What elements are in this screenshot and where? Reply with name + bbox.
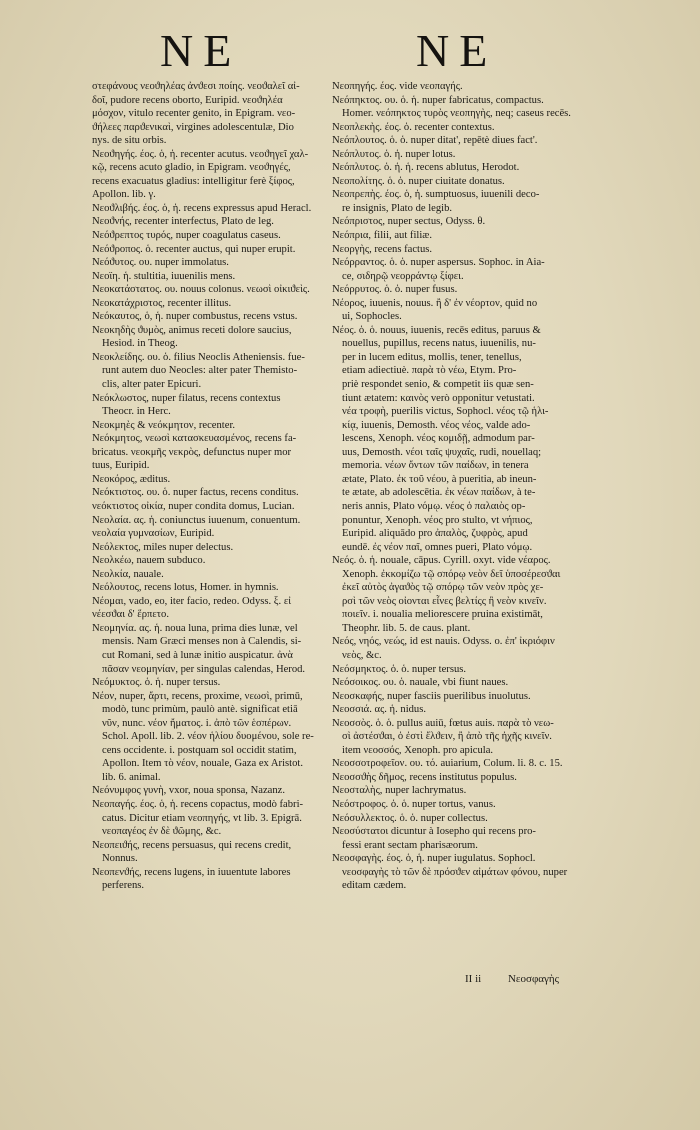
text-line: νέεσϑαι δ' ἕρπετο. (92, 609, 169, 621)
text-line: Theocr. in Herc. (102, 406, 171, 418)
text-line: ponuntur, Xenoph. νέος pro stulto, vt νήπιος, (342, 514, 533, 526)
text-line: recens exacuatus gladius: intelligitur ferè ξίφος, (92, 175, 295, 187)
text-line: clis, alter pater Epicuri. (102, 379, 202, 391)
text-line: cut Romani, sed à lunæ initio auspicatur. ἀνὰ (102, 649, 293, 661)
text-line: Νεοπειϑής, recens persuasus, qui recens credit, (92, 839, 292, 851)
text-line: νεοπαγέος ἐν δὲ ϑῶμης, &c. (102, 826, 222, 838)
text-line: te ætate, ab adolescētia. ἐκ νέων παίδων, à te- (342, 487, 536, 499)
text-line: Νεοσσϑὴς δῆμος, recens institutus populus. (332, 771, 517, 783)
text-line: Νεοϊη. ἡ. stultitia, iuuenilis mens. (92, 270, 236, 282)
text-line: Νεοσσοτροφεῖον. ου. τό. auiarium, Colum. li. 8. c. 15. (332, 758, 563, 770)
text-line: κῷ, recens acuto gladio, in Epigram. νεοϑηγές, (92, 162, 291, 174)
text-line: neris annis, Plato νόμῳ. νέος ὁ παλαιὸς op- (342, 500, 526, 512)
text-line: Νεοσσιά. ας. ἡ. nidus. (332, 704, 426, 716)
text-line: Hesiod. in Theog. (102, 338, 178, 350)
text-line: νεοσφαγὴς τὸ τῶν δὲ πρόσϑεν αἰμάτων φόνου, nuper (342, 866, 568, 878)
text-line: etiam adiectiuè. παρὰ τὸ νέω, Etym. Pro- (342, 365, 517, 377)
text-line: νεὸς, &c. (342, 649, 382, 661)
text-line: Νεόμυκτος. ὁ. ἡ. nuper tersus. (92, 677, 221, 689)
text-line: Xenoph. ἐκκομίζω τῷ σπόρῳ νεὸν δεῖ ὑποσέρεσϑαι (342, 568, 561, 580)
text-line: κίᾳ, iuuenis, Demosth. νέος νέος, valde ado- (342, 419, 531, 431)
text-line: Νεοσκαφής, nuper fasciis puerilibus inuolutus. (332, 690, 531, 702)
text-line: Νεοπολίτης. ὁ. ὁ. nuper ciuitate donatus. (332, 175, 505, 187)
text-line: Νεόρραντος. ὁ. ὁ. nuper aspersus. Sophoc. in Aia- (332, 257, 545, 269)
text-line: item νεοσσός, Xenoph. pro apicula. (342, 744, 494, 756)
text-line: nouellus, pupillus, recens natus, iuuenilis, nu- (342, 338, 536, 350)
text-line: Νεολκέω, nauem subduco. (92, 555, 206, 567)
text-line: Νεοπηγής. έος. vide νεοπαγής. (332, 81, 463, 92)
running-head (0, 25, 700, 76)
text-line: Νεόϑροπος. ὁ. recenter auctus, qui nuper erupit. (92, 243, 296, 255)
text-line: ποιεῖν. i. noualia meliorescere pruina existimāt, (342, 609, 543, 621)
text-line: Νεοπρεπὴς. έος. ὁ, ἡ. sumptuosus, iuuenili deco- (332, 189, 540, 201)
text-line: per in lucem editus, mollis, tener, tenellus, (342, 351, 522, 363)
running-head-right: NE (416, 25, 498, 76)
text-line: editam cædem. (342, 880, 407, 892)
text-line: runt autem duo Neocles: alter pater Themisto- (102, 365, 298, 377)
text-line: Νεοπαγής. έος. ὁ, ἡ. recens copactus, modò fabri- (92, 798, 304, 810)
text-line: νεολαία γυμνασίων, Euripid. (92, 528, 215, 540)
text-line: Νεοκλείδης. ου. ὁ. filius Neoclis Atheniensis. fue- (92, 351, 305, 363)
text-line: Νεοσταλὴς, nuper lachrymatus. (332, 785, 467, 797)
text-line: Νεοργὴς, recens factus. (332, 243, 433, 255)
text-line: ἐκεῖ αὐτὸς ἀγαϑὸς τῷ σπόρῳ τῶν νεὸν πρὸς χε- (342, 582, 544, 594)
text-line: lescens, Xenoph. νέος κομιδῇ, admodum par- (342, 433, 535, 445)
text-line: Νεόϑρεπτος τυρός, nuper coagulatus caseus. (92, 230, 281, 242)
text-line: cens occidente. i. postquam sol occidit statim, (102, 744, 297, 756)
text-line: σὶ ἀστέσϑαι, ὁ ἐστὶ ἔλϑειν, ἢ ἀπὸ τῆς ἠχῆς κινεῖν. (342, 731, 552, 743)
text-line: Apollon. lib. γ. (92, 189, 156, 201)
text-line: Νεόπριστος, nuper sectus, Odyss. θ. (332, 216, 486, 228)
text-line: Apollon. Item τὸ νέον, nouale, Gaza ex Aristot. (102, 758, 303, 770)
text-line: lib. 6. animal. (102, 771, 161, 783)
text-line: nys. de situ orbis. (92, 135, 167, 147)
text-line: νεόκτιστος οἰκία, nuper condita domus, Lucian. (92, 500, 295, 512)
text-line: mensis. Nam Græci menses non à Calendis, si- (102, 636, 302, 648)
text-line: Νεόλουτος, recens lotus, Homer. in hymnis. (92, 582, 279, 594)
text-line: Νεόκτιστος. ου. ὁ. nuper factus, recens conditus. (92, 487, 299, 499)
text-line: Theophr. lib. 5. de caus. plant. (342, 622, 471, 634)
text-line: νῦν, nunc. νέον ἤματος. i. ἀπὸ τῶν ἑσπέρων. (102, 717, 292, 729)
text-line: Νεόστροφος. ὁ. ὁ. nuper tortus, vanus. (332, 798, 496, 810)
text-line: νέα τροφὴ, puerilis victus, Sophocl. νέος τῷ ἡλι- (342, 406, 549, 418)
text-line: bricatus. νεοκμῆς νεκρὸς, defunctus nuper mor (92, 446, 292, 458)
text-line: Νεόπηκτος. ου. ὁ. ἡ. nuper fabricatus, compactus. (332, 94, 544, 106)
text-line: Νεόκμητος, νεωσὶ κατασκευασμένος, recens fa- (92, 433, 297, 445)
text-line: Schol. Apoll. lib. 2. νέον ἡλίου δυομένου, sole re- (102, 731, 314, 743)
text-line: priè respondet senio, & competit iis quæ sen- (342, 379, 534, 391)
text-line: Nonnus. (102, 853, 138, 865)
text-line: Νεοκηδὴς ϑυμὸς, animus receti dolore saucius, (92, 324, 292, 336)
text-line: Νεοπλεκὴς. έος. ὁ. recenter contextus. (332, 121, 495, 133)
text-line: tiunt ætatem: καινὸς verò opponitur vetustati. (342, 392, 535, 404)
text-line: Νέορος, iuuenis, nouus. ἢ δ' ἐν νέορτον, quid no (332, 297, 538, 309)
text-line: Νέον, nuper, ἄρτι, recens, proxime, νεωσὶ, primū, (92, 690, 303, 702)
text-line: eundē. ἐς νέον παῖ, omnes pueri, Plato νόμῳ. (342, 541, 533, 553)
text-line: Νεοσφαγὴς. έος. ὁ, ἡ. nuper iugulatus. Sophocl. (332, 853, 536, 865)
text-line: Νεόρρυτος. ὁ. ὁ. nuper fusus. (332, 284, 458, 296)
text-line: perferens. (102, 880, 145, 892)
text-line: μόσχον, vitulo recenter genito, in Epigram. νεο- (92, 108, 296, 120)
text-line: Νεόλεκτος, miles nuper delectus. (92, 541, 234, 553)
text-line: Νεολαία. ας. ἡ. coniunctus iuuenum, conuentum. (92, 514, 301, 526)
text-line: uus, Demosth. νέοι ταῖς ψυχαῖς, rudi, nouellaq; (342, 446, 542, 458)
left-column (92, 80, 324, 893)
catchword: Νεοσφαγὴς (507, 973, 560, 985)
text-line: Νέος. ὁ. ὁ. nouus, iuuenis, recēs editus, paruus & (332, 324, 541, 336)
text-line: Νεοϑνής, recenter interfectus, Plato de leg. (92, 216, 274, 228)
text-line: memoria. νέων ὄντων τῶν παίδων, in tenera (342, 460, 529, 472)
text-line: πᾶσαν νεομηνίαν, per singulas calendas, Herod. (102, 663, 306, 675)
text-line: Νεοκόρος, æditus. (92, 473, 171, 485)
text-line: δοῖ, pudore recens oborto, Euripid. νεοϑηλέα (92, 94, 283, 106)
text-line: στεφάνους νεοϑηλέας ἀνϑεσι ποίης. νεοϑαλεῖ αἰ- (92, 81, 300, 92)
right-column (332, 80, 594, 893)
text-line: Νεός. ὁ. ἡ. nouale, cāpus. Cyrill. oxyt. vide νέαρος. (332, 555, 551, 567)
text-line: Νεόπρια, filii, aut filiæ. (332, 230, 432, 242)
text-line: Νεόκαυτος, ὁ, ἡ. nuper combustus, recens vstus. (92, 311, 298, 323)
text-line: Νεοκμηὲς & νεόκμητον, recenter. (92, 419, 236, 431)
text-line: Νεοπενϑής, recens lugens, in iuuentute labores (92, 866, 291, 878)
text-line: Homer. νεόπηκτος τυρὸς νεοπηγὴς, neq; caseus recēs. (342, 108, 571, 120)
text-line: Νεοκατάστατος. ου. nouus colonus. νεωσὶ οἰκιϑεὶς. (92, 284, 310, 296)
text-line: modò, tunc primùm, paulò antè. significat etiā (102, 704, 298, 716)
text-line: fessi erant sectam pharisæorum. (342, 839, 478, 851)
text-line: Νεοσύστατοι dicuntur à Iosepho qui recens pro- (332, 826, 536, 838)
text-line: Νεόπλουτος. ὁ. ὁ. nuper ditat', repētè diues fact'. (332, 135, 538, 147)
page-footer (465, 972, 625, 986)
text-line: tuus, Euripid. (92, 460, 150, 472)
text-line: ϑήλεες παρϑενικαὶ, virgines adolescentulæ, Dio (92, 121, 294, 133)
text-line: ρσὶ τῶν νεὸς οἰονται εἶνες βελτίςς ἢ νεὸν κινεῖν. (342, 595, 547, 607)
text-line: re insignis, Plato de legib. (342, 202, 453, 214)
text-line: Νεόσυλλεκτος. ὁ. ὁ. nuper collectus. (332, 812, 488, 824)
text-line: Νεόπλυτος. ὁ. ἡ. ἡ. recens ablutus, Herodot. (332, 162, 520, 174)
text-line: catus. Dicitur etiam νεοπηγής, vt lib. 3. Epigrā. (102, 812, 302, 824)
text-line: Νέομαι, vado, eo, iter facio, redeo. Odyss. ξ. εἰ (92, 595, 292, 607)
text-line: ce, σιδηρῷ νεορράντῳ ξίφει. (342, 270, 464, 282)
text-line: Νεοϑλιβής. έος. ὁ, ἡ. recens expressus apud Heracl. (92, 202, 312, 214)
text-line: Νεόϑυτος. ου. nuper immolatus. (92, 257, 229, 269)
text-line: Νεοκατάχριστος, recenter illitus. (92, 297, 232, 309)
text-line: ætate, Plato. ἐκ τοῦ νέου, à pueritia, ab ineun- (342, 473, 537, 485)
text-line: Νεόσμηκτος. ὁ. ὁ. nuper tersus. (332, 663, 467, 675)
text-line: Νεομηνία. ας. ἡ. noua luna, prima dies lunæ, vel (92, 622, 298, 634)
text-line: ui, Sophocles. (342, 311, 402, 323)
text-line: Νεόπλυτος. ὁ. ἡ. nuper lotus. (332, 148, 456, 160)
text-line: Euripid. aliquādo pro ἀπαλὸς, ζυφρὸς, apud (342, 528, 528, 540)
text-line: Νεόνυμφος γυνὴ, vxor, noua sponsa, Nazanz. (92, 785, 285, 797)
signature-mark: II ii (465, 973, 482, 985)
text-line: Νεόκλωστος, nuper filatus, recens contextus (92, 392, 281, 404)
running-head-left: NE (160, 25, 242, 76)
text-line: Νεολκία, nauale. (92, 568, 164, 580)
text-line: Νεόσοικος. ου. ὁ. nauale, vbi fiunt naues. (332, 677, 509, 689)
text-line: Νεός, νηός, νεώς, id est nauis. Odyss. ο. ἐπ' ἰκριόφιν (332, 636, 555, 648)
text-line: Νεοϑηγής. έος. ὁ, ἡ. recenter acutus. νεοϑηγεῖ χαλ- (92, 148, 309, 160)
text-line: Νεοσσὸς. ὁ. ὁ. pullus auiū, fœtus auis. παρὰ τὸ νεω- (332, 717, 554, 729)
